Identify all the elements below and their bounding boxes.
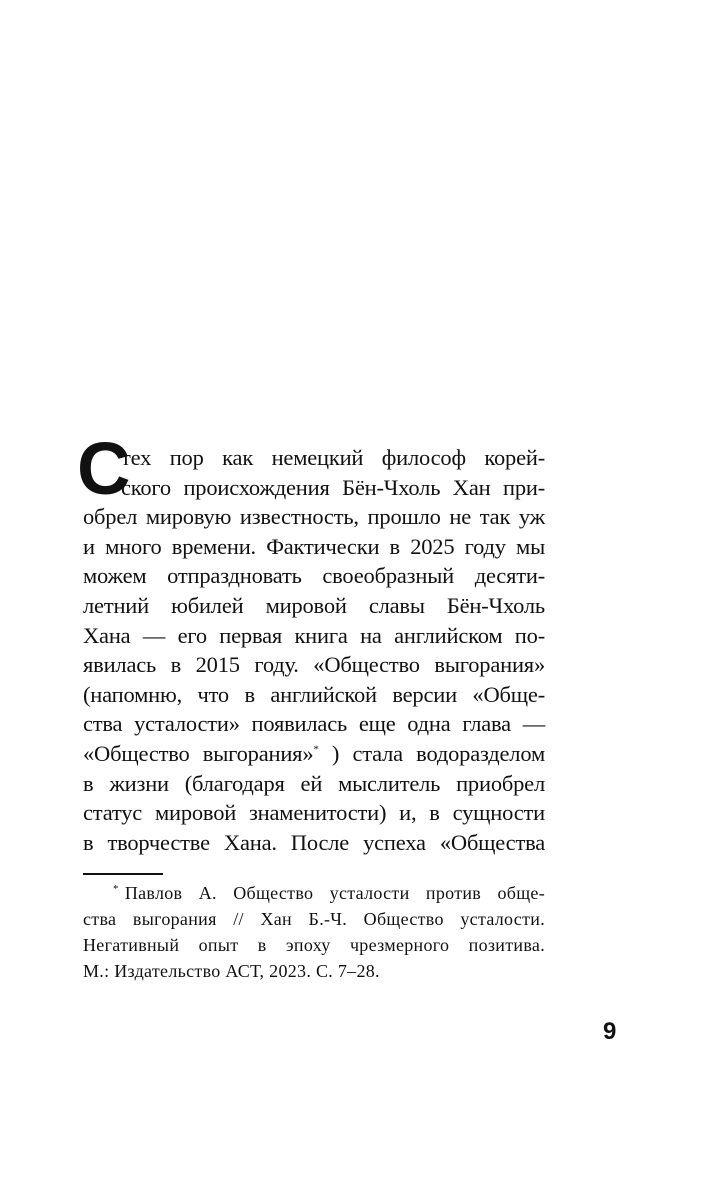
main-text: [83, 443, 545, 857]
text-line: явилась в 2015 году. «Общество выгорания»: [83, 652, 545, 678]
footnote-line: [83, 880, 545, 906]
text-line: можем отпраздновать своеобразный десяти-: [83, 563, 545, 589]
text-line: тех пор как немецкий философ корей-: [121, 445, 545, 470]
text-line: ского происхождения Бён-Чхоль Хан при-: [121, 474, 545, 500]
text-segment: «Общество выгорания»: [83, 740, 314, 766]
page-number: 9: [603, 1018, 617, 1045]
text-line: летний юбилей мировой славы Бён-Чхоль: [83, 592, 545, 618]
text-line: в творчестве Хана. После успеха «Общества: [83, 829, 545, 855]
footnote: [83, 880, 545, 984]
footnote-line: М.: Издательство АСТ, 2023. С. 7–28.: [83, 961, 380, 981]
footnote-line: ства выгорания // Хан Б.-Ч. Общество усталости.: [83, 909, 545, 929]
text-line: и много времени. Фактически в 2025 году мы: [83, 533, 545, 559]
text-line: (напомню, что в английской версии «Обще-: [83, 681, 545, 707]
text-line: статус мировой знаменитости) и, в сущности: [83, 800, 545, 826]
text-line: ства усталости» появилась еще одна глава —: [83, 711, 545, 737]
footnote-divider: [83, 873, 163, 875]
text-line: Хана — его первая книга на английском по-: [83, 622, 545, 648]
text-line: в жизни (благодаря ей мыслитель приобрел: [83, 770, 545, 796]
text-line: обрел мировую известность, прошло не так уж: [83, 504, 545, 530]
footnote-reference[interactable]: *: [313, 743, 319, 756]
text-segment: ) стала водоразделом: [331, 740, 545, 766]
drop-cap: С: [77, 427, 131, 510]
footnote-text: Павлов А. Общество усталости против обще-: [124, 883, 545, 903]
footnote-line: Негативный опыт в эпоху чрезмерного позитива.: [83, 935, 545, 955]
text-line-with-footnote-ref: [83, 739, 545, 769]
footnote-marker: *: [113, 883, 119, 895]
